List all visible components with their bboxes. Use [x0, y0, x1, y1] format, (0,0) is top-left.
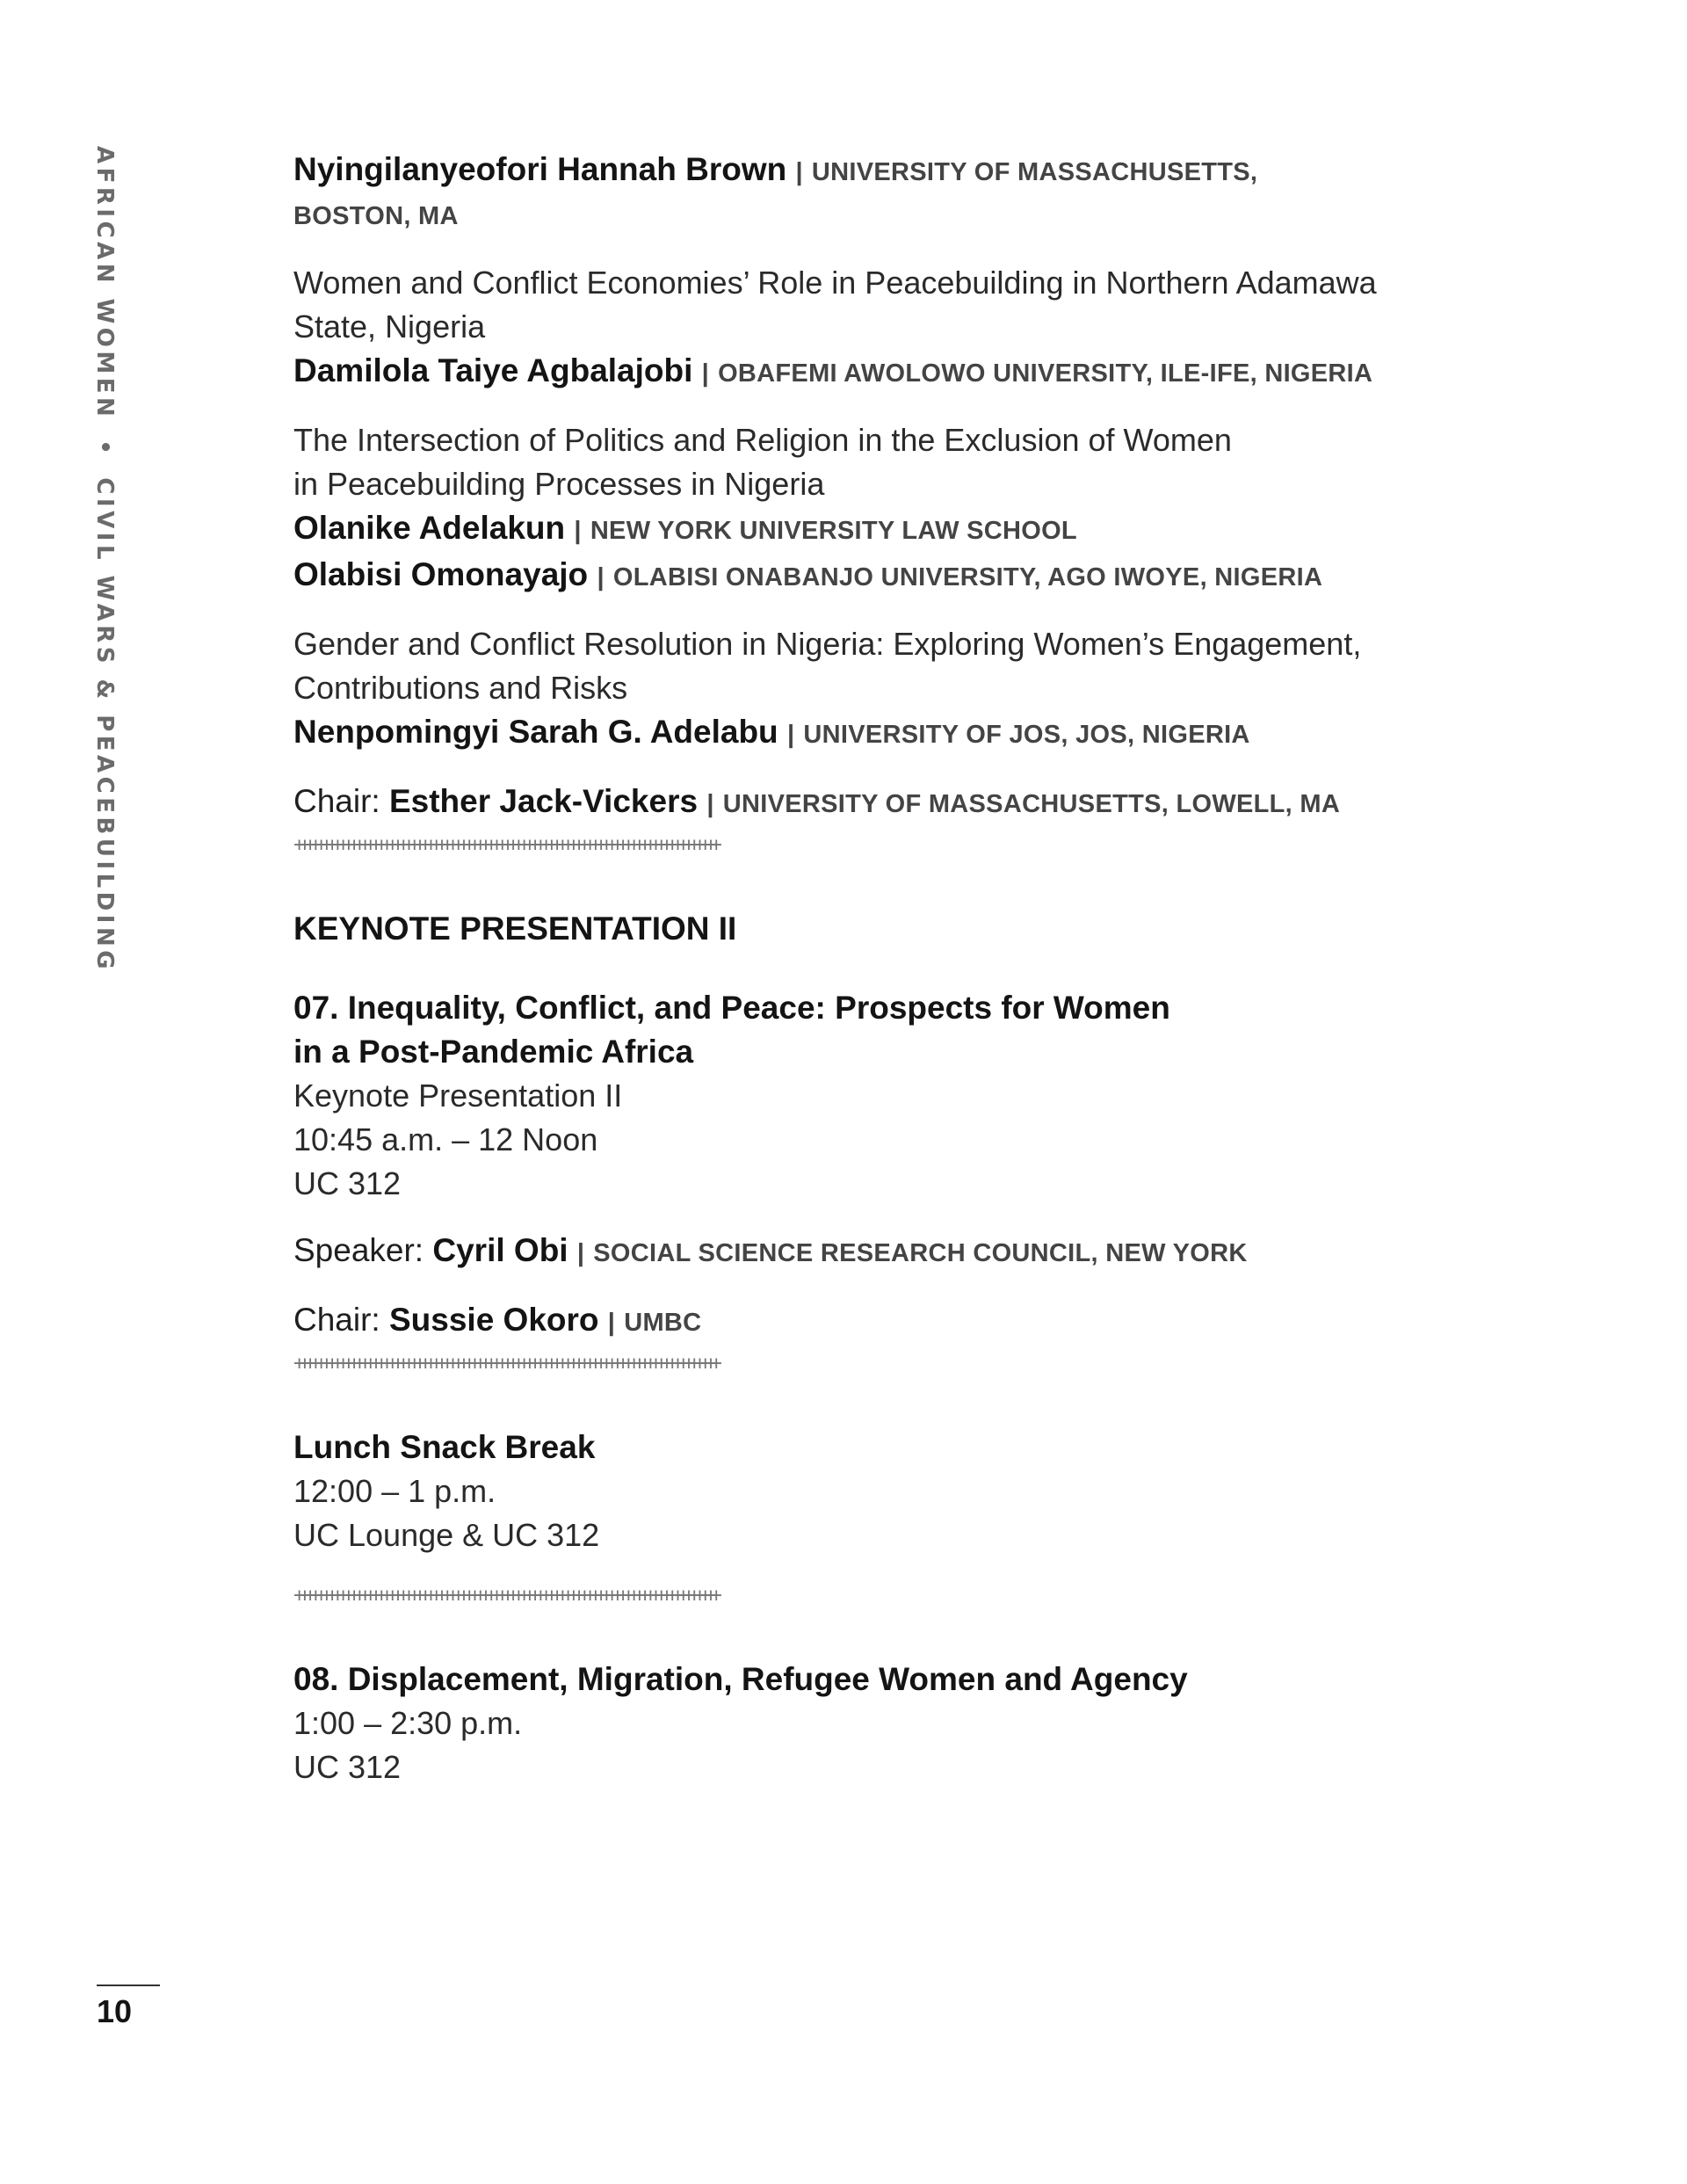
running-header	[91, 146, 118, 973]
presenter-line	[293, 148, 1541, 194]
chair-name: Sussie Okoro	[388, 1302, 599, 1338]
session-title-line2: in a Post-Pandemic Africa	[293, 1034, 694, 1070]
chair-entry	[293, 1298, 1541, 1345]
presenter-entry	[293, 148, 1541, 238]
section-heading: KEYNOTE PRESENTATION II	[293, 911, 737, 947]
presenter-line	[293, 710, 1541, 757]
separator: |	[701, 359, 709, 388]
paper-title-line2: Contributions and Risks	[293, 670, 628, 706]
separator: |	[786, 721, 795, 749]
presenter-name: Olabisi Omonayajo	[293, 556, 589, 592]
separator: |	[706, 790, 714, 818]
speaker-name: Cyril Obi	[432, 1232, 568, 1268]
paper-title-line2: State, Nigeria	[293, 308, 486, 345]
paper-title-line2: in Peacebuilding Processes in Nigeria	[293, 466, 825, 502]
separator: |	[576, 1239, 584, 1267]
chair-label: Chair:	[293, 783, 380, 819]
paper-entry	[293, 418, 1541, 599]
presenter-line	[293, 506, 1541, 553]
session-time: 10:45 a.m. – 12 Noon	[293, 1121, 598, 1157]
running-header-dot: •	[91, 439, 118, 459]
separator: |	[597, 563, 605, 591]
chair-line	[293, 780, 1541, 826]
session-room: UC 312	[293, 1165, 402, 1201]
section-divider: +++++++++++++++++++++++++++++++++++++++++++++++++++++++++++++++++++++++++++++	[293, 1585, 716, 1607]
paper-title-line1: Gender and Conflict Resolution in Nigeria: Exploring Women’s Engagement,	[293, 626, 1362, 662]
presenter-name: Damilola Taiye Agbalajobi	[293, 352, 693, 388]
presenter-affiliation: OBAFEMI AWOLOWO UNIVERSITY, ILE-IFE, NIGERIA	[718, 359, 1373, 388]
session-title-line1: 07. Inequality, Conflict, and Peace: Prospects for Women	[293, 990, 1170, 1026]
chair-affiliation: UMBC	[624, 1309, 702, 1337]
page-number: 10	[97, 1993, 133, 2029]
session-subtitle: Keynote Presentation II	[293, 1077, 623, 1114]
chair-label: Chair:	[293, 1302, 380, 1338]
separator: |	[795, 158, 803, 186]
speaker-line	[293, 1229, 1541, 1275]
paper-entry	[293, 261, 1541, 395]
paper-entry	[293, 622, 1541, 757]
presenter-affiliation: UNIVERSITY OF JOS, JOS, NIGERIA	[803, 721, 1250, 749]
separator: |	[607, 1309, 615, 1337]
page-content	[293, 148, 1541, 1812]
lunch-title: Lunch Snack Break	[293, 1429, 596, 1465]
paper-title-line1: The Intersection of Politics and Religion in the Exclusion of Women	[293, 422, 1232, 458]
presenter-affiliation: NEW YORK UNIVERSITY LAW SCHOOL	[590, 517, 1077, 545]
lunch-time: 12:00 – 1 p.m.	[293, 1473, 496, 1509]
session-room: UC 312	[293, 1749, 402, 1785]
speaker-entry	[293, 1229, 1541, 1275]
chair-affiliation: UNIVERSITY OF MASSACHUSETTS, LOWELL, MA	[722, 790, 1341, 818]
presenter-line	[293, 349, 1541, 395]
paper-title-line1: Women and Conflict Economies’ Role in Peacebuilding in Northern Adamawa	[293, 265, 1377, 301]
running-header-part2: CIVIL WARS & PEACEBUILDING	[91, 477, 118, 974]
chair-name: Esther Jack-Vickers	[388, 783, 699, 819]
session-title: 08. Displacement, Migration, Refugee Women and Agency	[293, 1661, 1188, 1697]
section-divider: +++++++++++++++++++++++++++++++++++++++++++++++++++++++++++++++++++++++++++++	[293, 835, 716, 856]
keynote-session	[293, 986, 1541, 1206]
presenter-name: Nenpomingyi Sarah G. Adelabu	[293, 714, 778, 750]
session-time: 1:00 – 2:30 p.m.	[293, 1705, 523, 1741]
presenter-affiliation: UNIVERSITY OF MASSACHUSETTS,	[811, 158, 1258, 186]
presenter-name: Nyingilanyeofori Hannah Brown	[293, 151, 787, 187]
lunch-room: UC Lounge & UC 312	[293, 1517, 600, 1553]
running-header-part1: AFRICAN WOMEN	[91, 146, 118, 421]
chair-line	[293, 1298, 1541, 1345]
section-divider: +++++++++++++++++++++++++++++++++++++++++++++++++++++++++++++++++++++++++++++	[293, 1353, 716, 1375]
session-08	[293, 1658, 1541, 1789]
presenter-affiliation: OLABISI ONABANJO UNIVERSITY, AGO IWOYE, NIGERIA	[612, 563, 1323, 591]
speaker-label: Speaker:	[293, 1232, 424, 1268]
presenter-affiliation-cont: BOSTON, MA	[293, 202, 459, 230]
chair-entry	[293, 780, 1541, 826]
presenter-line	[293, 553, 1541, 599]
separator: |	[574, 517, 582, 545]
lunch-session	[293, 1426, 1541, 1557]
presenter-name: Olanike Adelakun	[293, 510, 566, 546]
speaker-affiliation: SOCIAL SCIENCE RESEARCH COUNCIL, NEW YORK	[593, 1239, 1248, 1267]
page-number-rule	[97, 1984, 160, 1986]
